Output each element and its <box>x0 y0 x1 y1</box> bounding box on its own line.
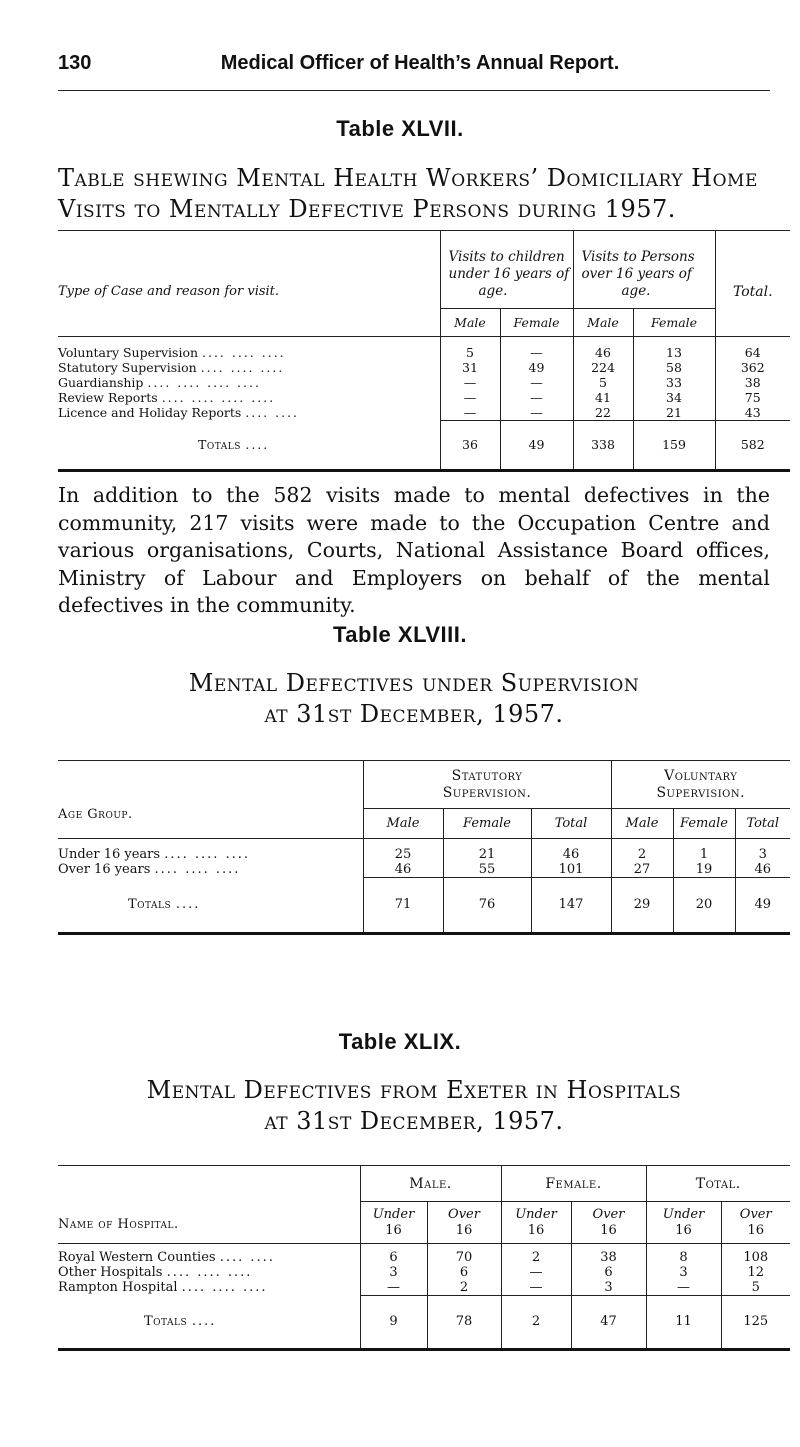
table47-person-female-header: Female <box>633 309 715 337</box>
table48-title: Mental Defectives under Supervision at 31st December, 1957. <box>188 669 640 728</box>
table48-age-header: Age Group. <box>58 761 363 839</box>
table47-label: Table XLVII. <box>336 116 464 141</box>
table49-hospital-header: Name of Hospital. <box>58 1166 360 1244</box>
table47-children-header: Visits to children under 16 years of age. <box>440 231 573 309</box>
table47-title: Table shewing Mental Health Workers’ Domiciliary Home Visits to Mentally Defective Persons during 1957. <box>58 164 758 223</box>
table49-title: Mental Defectives from Exeter in Hospitals at 31st December, 1957. <box>146 1076 682 1135</box>
table47-child-male-header: Male <box>440 309 500 337</box>
table-row: Other Hospitals .... .... .... 3 6 — 6 3 12 <box>58 1264 765 1280</box>
table-totals-row: Totals .... 9 78 2 47 11 125 <box>58 1295 790 1349</box>
table-row: Under 16 years .... .... .... 25 21 46 2 1 3 <box>58 846 767 862</box>
row-label: Licence and Holiday Reports .... .... <box>58 405 440 421</box>
row-label: Guardianship .... .... .... .... <box>58 375 440 390</box>
table-row: Voluntary Supervision .... .... .... 5 — 46 13 64 <box>58 344 761 360</box>
row-label: Review Reports .... .... .... .... <box>58 390 440 405</box>
table-row: Over 16 years .... .... .... 46 55 101 27 19 46 <box>58 861 772 877</box>
table48-label: Table XLVIII. <box>332 622 468 647</box>
table-totals-row: Totals .... 36 49 338 159 582 <box>58 420 790 470</box>
table47-type-header: Type of Case and reason for visit. <box>58 231 440 337</box>
table47-person-male-header: Male <box>573 309 633 337</box>
table49-total-header: Total. <box>695 1175 741 1192</box>
table48: Age Group. Statutory Supervision. Voluntary Supervision. Male Female Total Male Female Total Under 16 years .... .... .... 25 21 46 2 1 3 Over 16 years .... .... .... 46 55 101 27 19 46 Totals .... 71 76 147 29 20 49 <box>58 760 790 935</box>
table47-total-header: Total. <box>732 283 773 300</box>
table49: Name of Hospital. Male. Female. Total. Under 16 Over 16 Under 16 Over 16 Under 16 Over 16 Royal Western Counties .... .... 6 70 2 38 8 108 Other Hospitals .... .... .... 3 6 — 6 3 12 Rampton Hospital .... .... .... — 2 — 3 — 5 Totals .... 9 78 2 47 11 125 <box>58 1165 790 1351</box>
table48-statutory-header: Statutory Supervision. <box>363 761 611 809</box>
table-row: Licence and Holiday Reports .... .... — — 22 21 43 <box>58 404 761 420</box>
table-row: Guardianship .... .... .... .... — — 5 33 38 <box>58 374 761 390</box>
table49-label: Table XLIX. <box>338 1029 462 1054</box>
table48-voluntary-header: Voluntary Supervision. <box>656 767 746 801</box>
table47-child-female-header: Female <box>500 309 573 337</box>
table47 <box>58 230 790 472</box>
table49-male-header: Male. <box>360 1166 501 1202</box>
table47-header-row <box>58 231 790 309</box>
table-totals-row: Totals .... 71 76 147 29 20 49 <box>58 877 790 933</box>
body-paragraph: In addition to the 582 visits made to mental defectives in the community, 217 visits were made to the Occupation Centre and various organisations, Courts, National Assistance Board offices, Ministry of Labour and Employers on behalf of the mental defectives in the community. <box>58 483 770 617</box>
page-header <box>58 52 778 82</box>
table-row: Royal Western Counties .... .... 6 70 2 38 8 108 <box>58 1249 769 1265</box>
running-title: Medical Officer of Health’s Annual Report. <box>220 52 620 74</box>
table-row: Statutory Supervision .... .... .... 31 49 224 58 362 <box>58 359 765 375</box>
table47-persons-header: Visits to Persons over 16 years of age. <box>573 231 715 309</box>
header-rule <box>58 90 770 91</box>
row-label: Voluntary Supervision .... .... .... <box>58 345 440 360</box>
page-number: 130 <box>58 52 92 74</box>
table49-female-header: Female. <box>501 1166 646 1202</box>
row-label: Statutory Supervision .... .... .... <box>58 360 440 375</box>
table-row: Review Reports .... .... .... .... — — 41 34 75 <box>58 389 761 405</box>
table-row: Rampton Hospital .... .... .... — 2 — 3 — 5 <box>58 1279 760 1295</box>
